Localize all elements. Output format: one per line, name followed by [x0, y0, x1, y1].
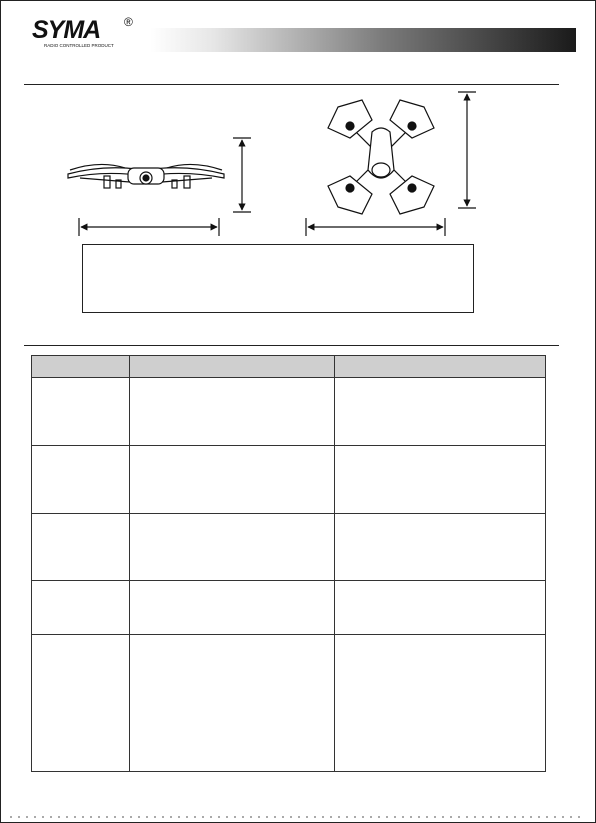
height-dimension-arrow: [233, 138, 251, 212]
table-row: [32, 581, 546, 635]
table-cell: [130, 378, 335, 446]
note-box: [82, 244, 474, 313]
spec-table: [31, 355, 546, 772]
header-gradient-bar: [150, 28, 576, 52]
table-row: [32, 635, 546, 772]
side-width-dimension-arrow: [79, 218, 219, 236]
table-cell: [335, 378, 546, 446]
table-cell: [130, 581, 335, 635]
dimension-diagram: [0, 84, 596, 244]
table-row: [32, 378, 546, 446]
table-cell: [130, 514, 335, 581]
table-cell: [32, 514, 130, 581]
table-cell: [335, 446, 546, 514]
table-header-row: [32, 356, 546, 378]
table-cell: [32, 635, 130, 772]
registered-mark: ®: [124, 16, 133, 29]
table-row: [32, 446, 546, 514]
brand-name: SYMA: [32, 16, 101, 44]
table-row: [32, 514, 546, 581]
section-divider-middle: [24, 345, 559, 346]
header: [0, 0, 596, 60]
table-cell: [335, 581, 546, 635]
table-cell: [32, 581, 130, 635]
brand-tagline: RADIO CONTROLLED PRODUCT: [44, 43, 114, 48]
table-cell: [130, 635, 335, 772]
drone-top-view: [328, 100, 434, 214]
bottom-crop-ticks: [0, 812, 596, 823]
table-cell: [32, 446, 130, 514]
top-length-dimension-arrow: [458, 92, 476, 208]
table-cell: [335, 514, 546, 581]
top-width-dimension-arrow: [306, 218, 445, 236]
drone-side-view: [68, 164, 224, 188]
table-header-cell: [32, 356, 130, 378]
table-cell: [32, 378, 130, 446]
table-cell: [130, 446, 335, 514]
syma-logo: [32, 16, 147, 50]
table-header-cell: [335, 356, 546, 378]
table-header-cell: [130, 356, 335, 378]
table-cell: [335, 635, 546, 772]
